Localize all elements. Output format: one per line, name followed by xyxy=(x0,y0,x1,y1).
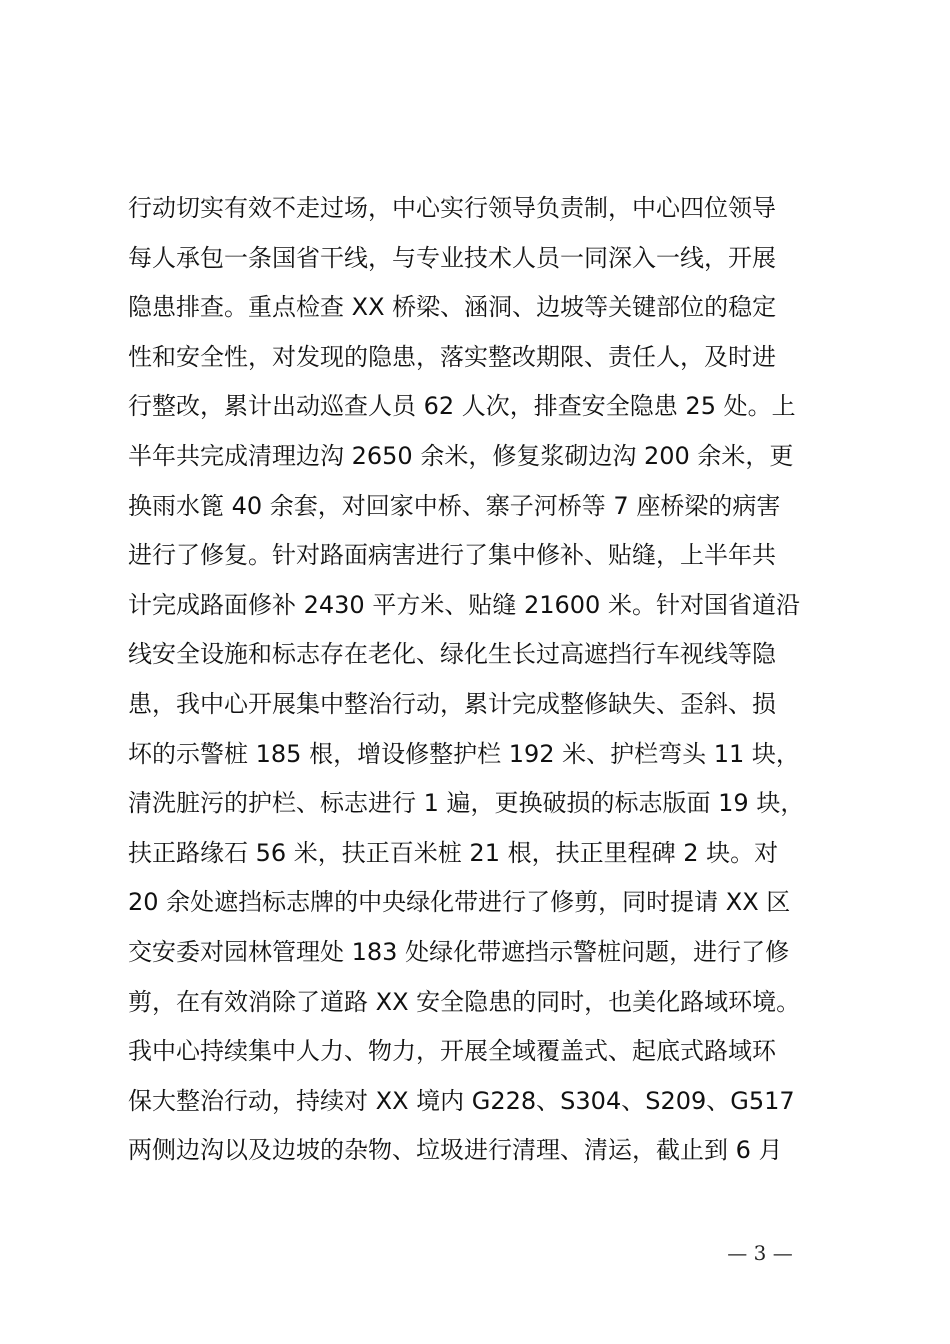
text-line: 半年共完成清理边沟 2650 余米，修复浆砌边沟 200 余米，更 xyxy=(128,441,794,470)
text-line: 我中心持续集中人力、物力，开展全域覆盖式、起底式路域环 xyxy=(128,1037,776,1066)
text-line: 隐患排查。重点检查 XX 桥梁、涵洞、边坡等关键部位的稳定 xyxy=(128,293,777,322)
text-line: 线安全设施和标志存在老化、绿化生长过高遮挡行车视线等隐 xyxy=(128,640,776,669)
page-number: — 3 — xyxy=(727,1241,793,1265)
text-line: 交安委对园林管理处 183 处绿化带遮挡示警桩问题，进行了修 xyxy=(128,937,790,966)
text-line: 患，我中心开展集中整治行动，累计完成整修缺失、歪斜、损 xyxy=(128,689,776,718)
text-line: 计完成路面修补 2430 平方米、贴缝 21600 米。针对国省道沿 xyxy=(128,590,800,619)
text-line: 扶正路缘石 56 米，扶正百米桩 21 根，扶正里程碑 2 块。对 xyxy=(128,838,779,867)
text-line: 保大整治行动，持续对 XX 境内 G228、S304、S209、G517 xyxy=(128,1086,795,1115)
text-line: 清洗脏污的护栏、标志进行 1 遍，更换破损的标志版面 19 块， xyxy=(128,789,805,818)
text-line: 行动切实有效不走过场，中心实行领导负责制，中心四位领导 xyxy=(128,194,776,222)
text-line: 行整改，累计出动巡查人员 62 人次，排查安全隐患 25 处。上 xyxy=(128,392,796,421)
text-line: 性和安全性，对发现的隐患，落实整改期限、责任人，及时进 xyxy=(128,342,776,371)
text-line: 换雨水篦 40 余套，对回家中桥、寨子河桥等 7 座桥梁的病害 xyxy=(128,491,781,520)
text-line: 20 余处遮挡标志牌的中央绿化带进行了修剪，同时提请 XX 区 xyxy=(128,888,791,917)
text-line: 剪，在有效消除了道路 XX 安全隐患的同时，也美化路域环境。 xyxy=(128,987,801,1016)
text-line: 进行了修复。针对路面病害进行了集中修补、贴缝，上半年共 xyxy=(128,541,776,570)
body-text xyxy=(128,184,850,1176)
text-line: 两侧边沟以及边坡的杂物、垃圾进行清理、清运，截止到 6 月 xyxy=(128,1136,783,1165)
text-line: 每人承包一条国省干线，与专业技术人员一同深入一线，开展 xyxy=(128,243,776,272)
text-line: 坏的示警桩 185 根，增设修整护栏 192 米、护栏弯头 11 块， xyxy=(128,739,800,768)
